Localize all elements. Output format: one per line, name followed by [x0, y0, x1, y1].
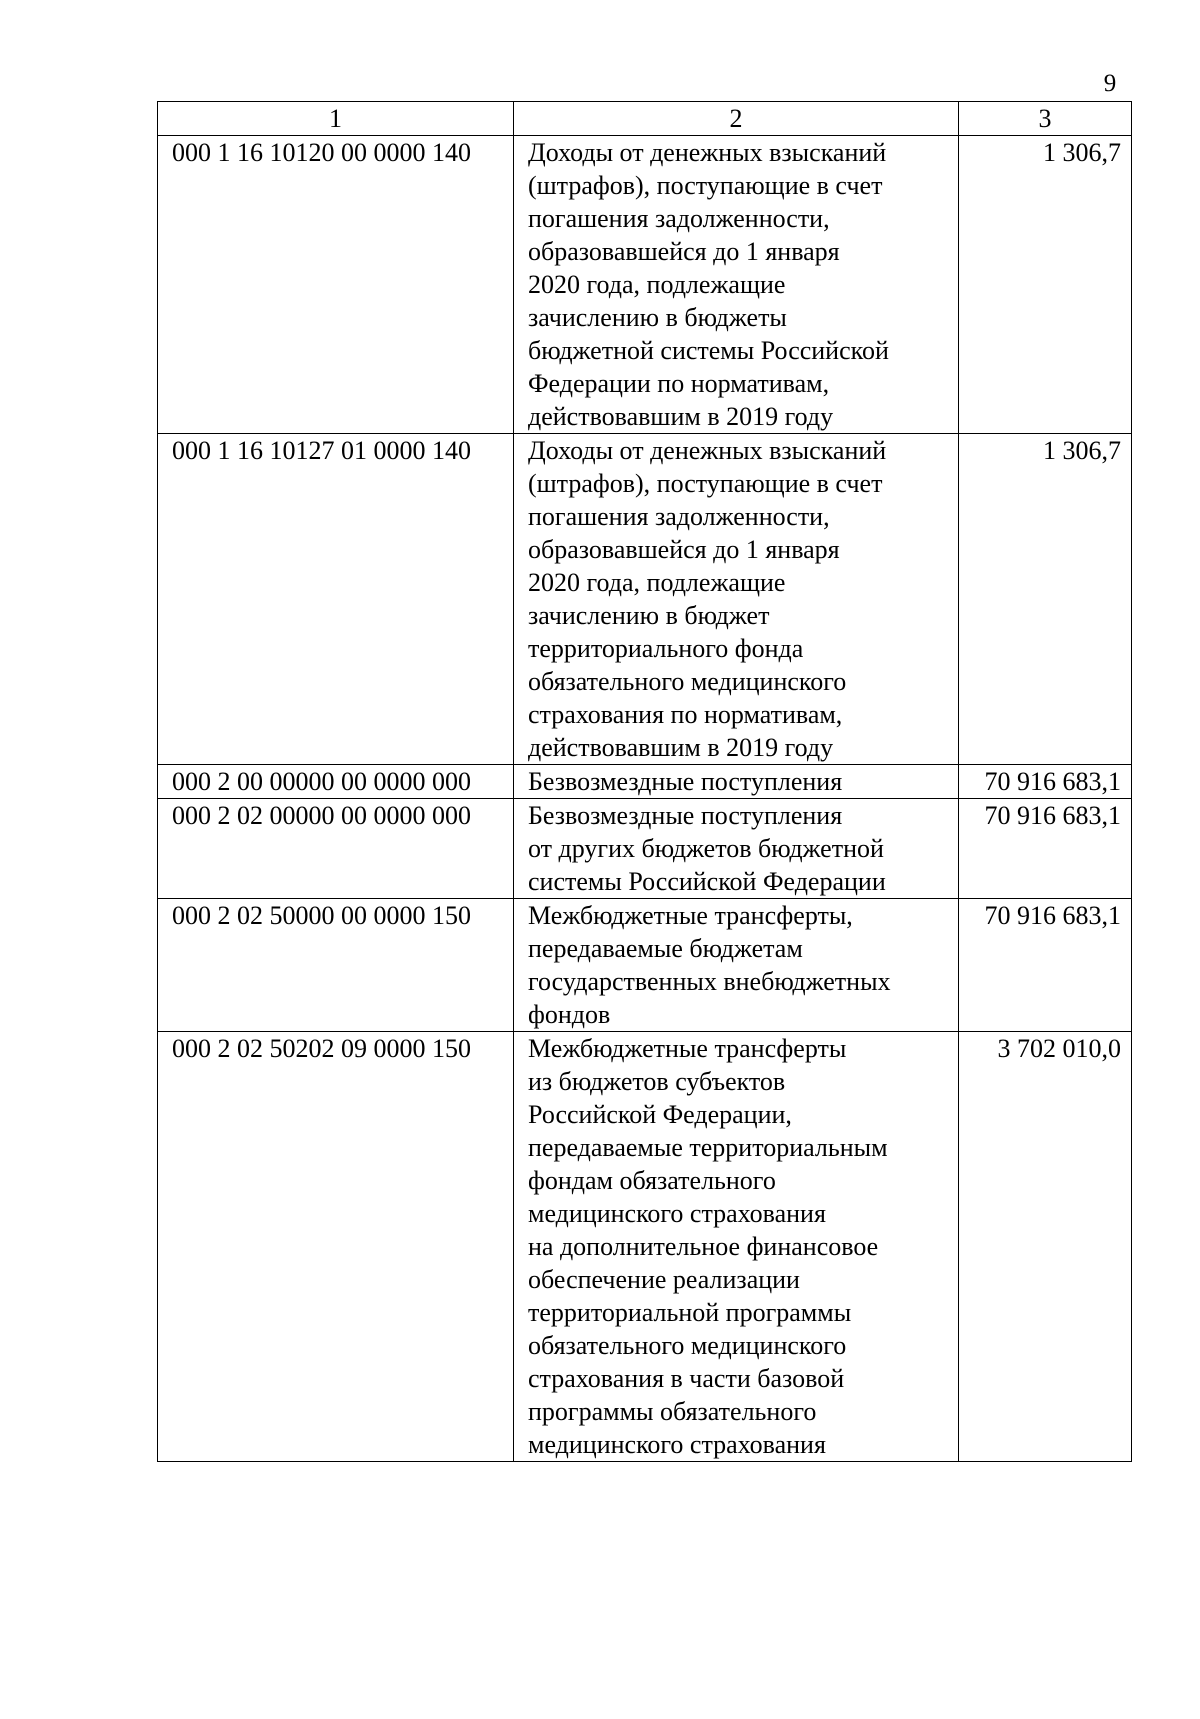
revenue-name: Доходы от денежных взысканий (штрафов), поступающие в счет погашения задолженности, образовавшейся до 1 января 2020 года, подлежащие зачислению в бюджеты бюджетной системы Российской Федерации по нормативам, действовавшим в 2019 году [514, 136, 959, 434]
column-header-amount: 3 [959, 102, 1132, 136]
table-body [158, 136, 1132, 1462]
table-row [158, 434, 1132, 765]
budget-code: 000 2 02 50000 00 0000 150 [158, 899, 514, 1032]
table-row [158, 765, 1132, 799]
revenue-name: Межбюджетные трансферты, передаваемые бюджетам государственных внебюджетных фондов [514, 899, 959, 1032]
column-header-code: 1 [158, 102, 514, 136]
amount: 70 916 683,1 [959, 799, 1132, 899]
budget-revenue-table [157, 101, 1132, 1462]
table-row [158, 136, 1132, 434]
column-header-name: 2 [514, 102, 959, 136]
budget-code: 000 2 00 00000 00 0000 000 [158, 765, 514, 799]
budget-code: 000 1 16 10127 01 0000 140 [158, 434, 514, 765]
table-row [158, 799, 1132, 899]
table-row [158, 899, 1132, 1032]
amount: 3 702 010,0 [959, 1032, 1132, 1462]
budget-code: 000 2 02 50202 09 0000 150 [158, 1032, 514, 1462]
revenue-name: Безвозмездные поступления [514, 765, 959, 799]
budget-code: 000 2 02 00000 00 0000 000 [158, 799, 514, 899]
amount: 1 306,7 [959, 434, 1132, 765]
amount: 1 306,7 [959, 136, 1132, 434]
revenue-name: Доходы от денежных взысканий (штрафов), поступающие в счет погашения задолженности, образовавшейся до 1 января 2020 года, подлежащие зачислению в бюджет территориального фонда обязательного медицинского страхования по нормативам, действовавшим в 2019 году [514, 434, 959, 765]
revenue-name: Межбюджетные трансферты из бюджетов субъектов Российской Федерации, передаваемые территориальным фондам обязательного медицинского страхования на дополнительное финансовое обеспечение реализации территориальной программы обязательного медицинского страхования в части базовой программы обязательного медицинского страхования [514, 1032, 959, 1462]
table-header-row [158, 102, 1132, 136]
page-number: 9 [1103, 70, 1117, 97]
revenue-name: Безвозмездные поступления от других бюджетов бюджетной системы Российской Федерации [514, 799, 959, 899]
table-row [158, 1032, 1132, 1462]
table-header [158, 102, 1132, 136]
amount: 70 916 683,1 [959, 765, 1132, 799]
budget-code: 000 1 16 10120 00 0000 140 [158, 136, 514, 434]
amount: 70 916 683,1 [959, 899, 1132, 1032]
